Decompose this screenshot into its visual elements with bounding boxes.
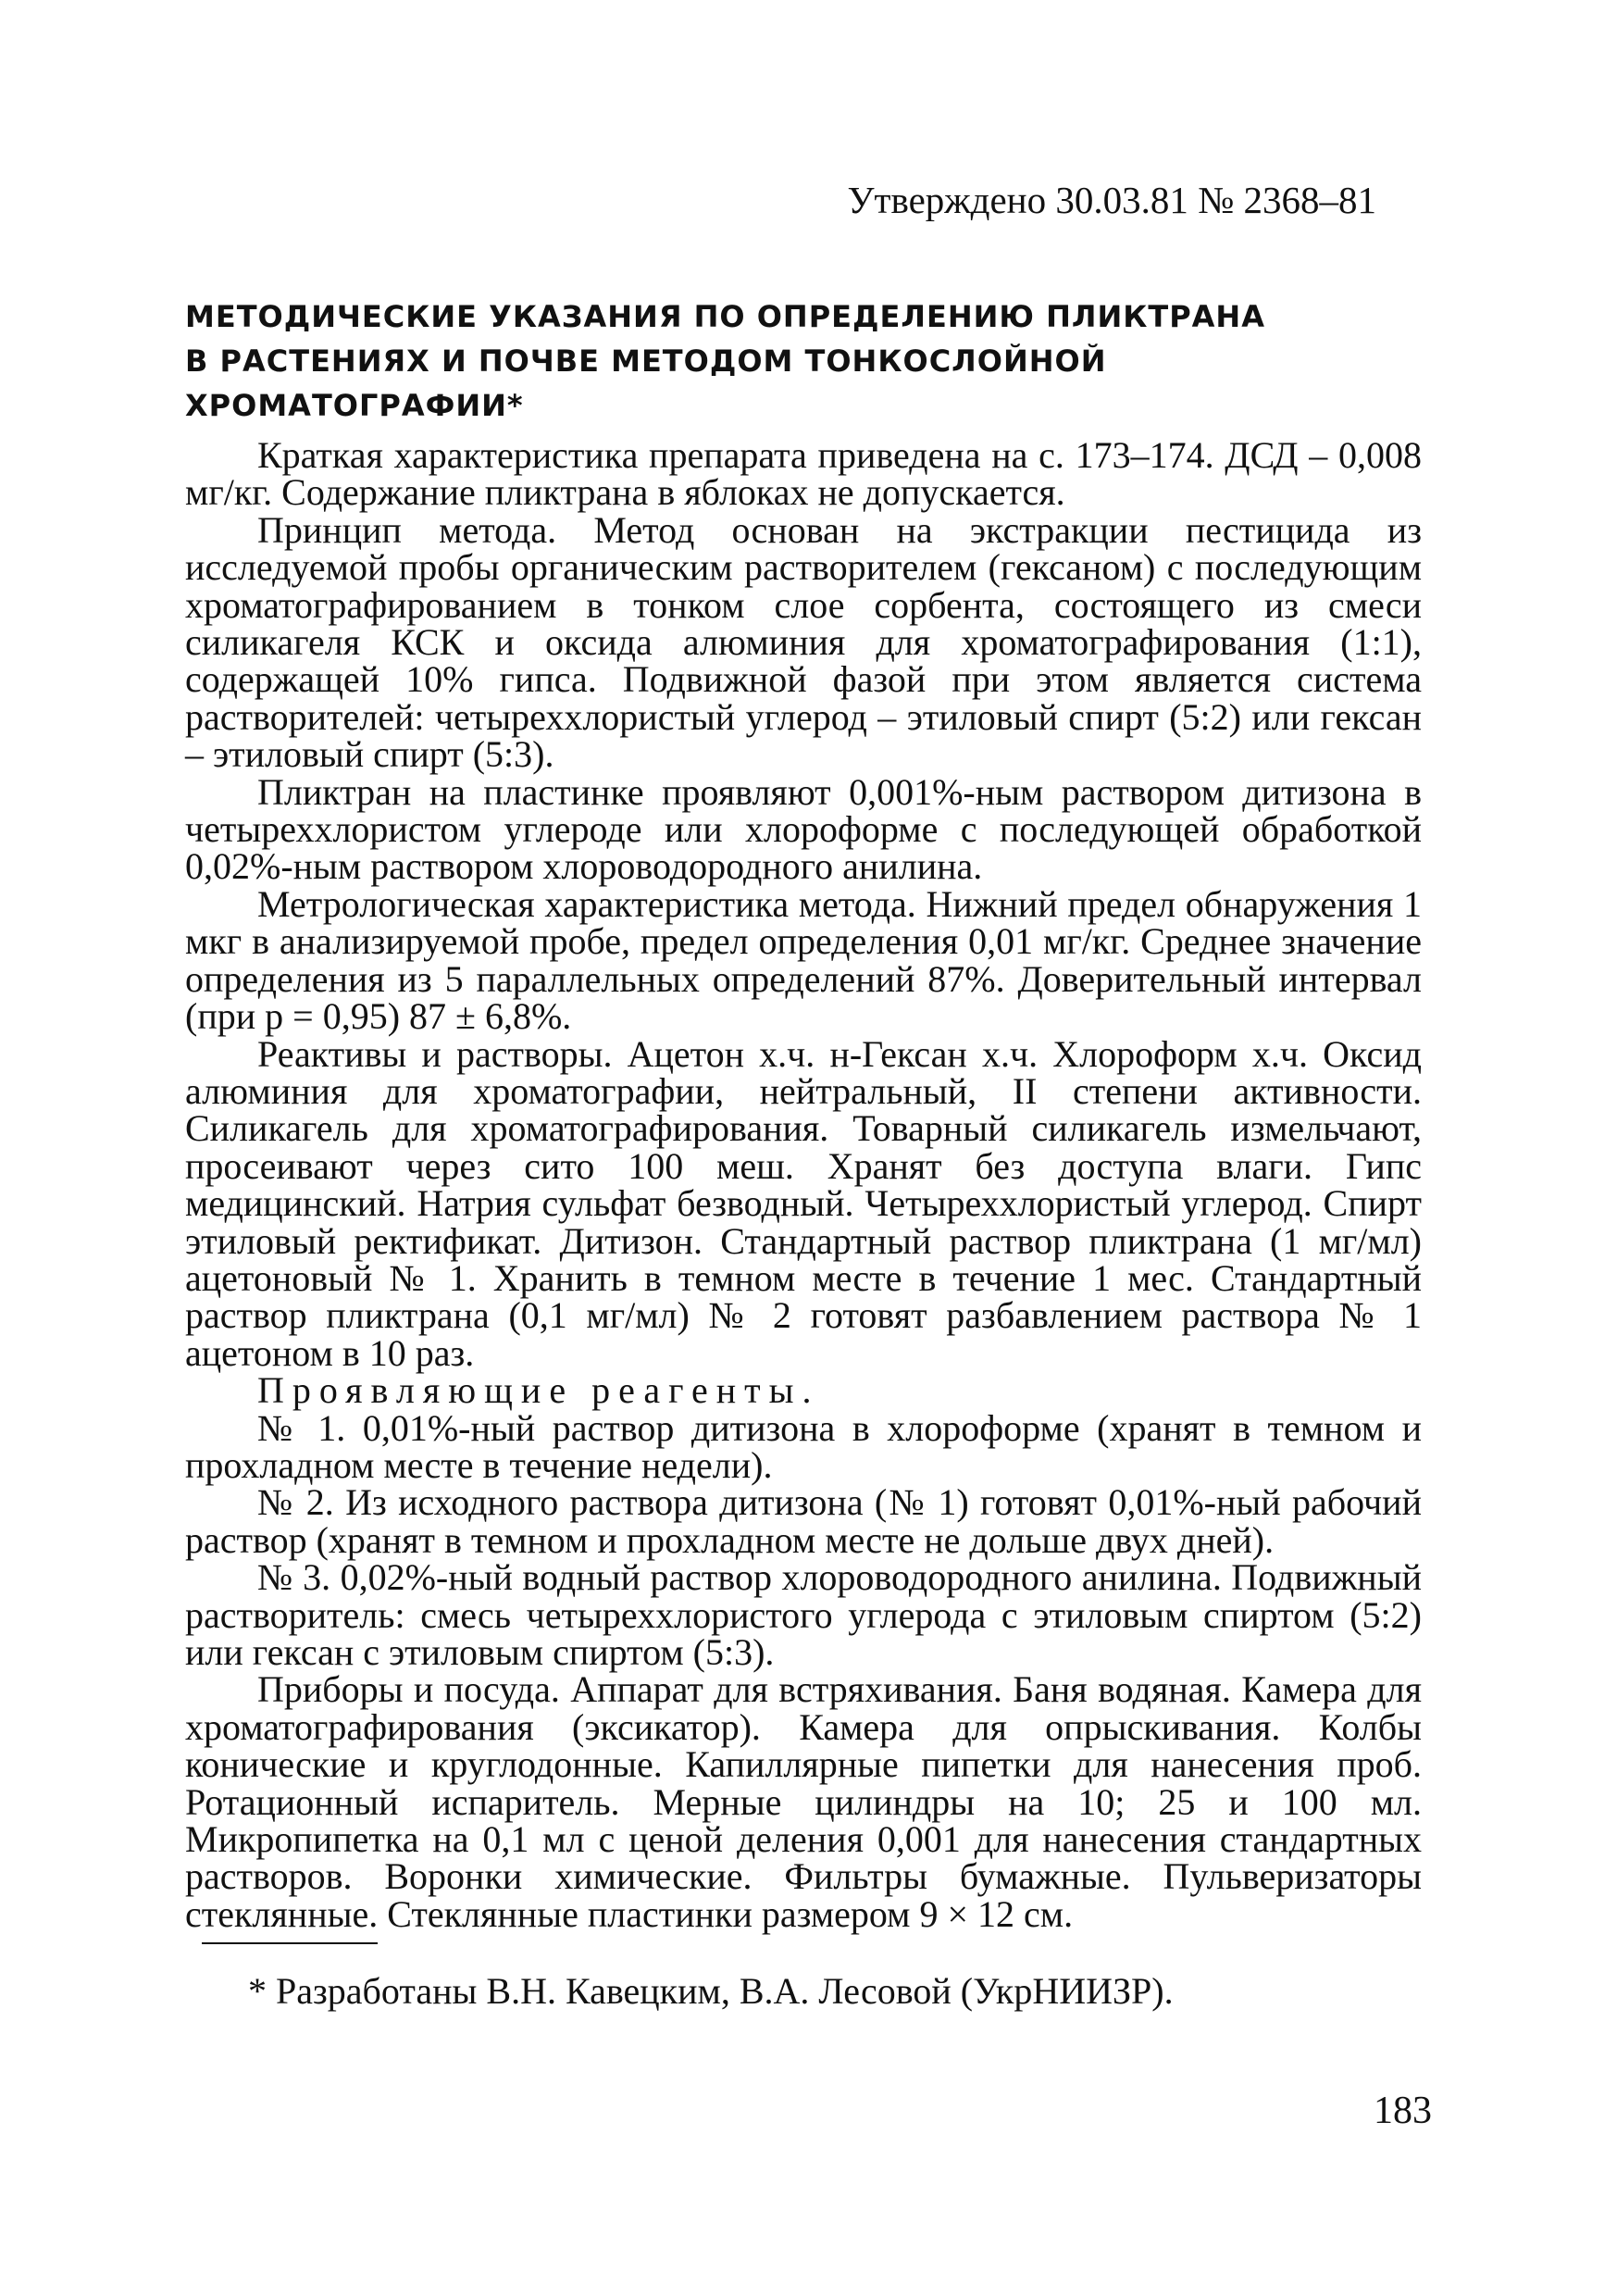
page-number: 183 <box>1374 2090 1432 2132</box>
title-line-3: ХРОМАТОГРАФИИ* <box>185 388 524 423</box>
footnote: * Разработаны В.Н. Кавецким, В.А. Лесовой (УкрНИИЗР). <box>248 1970 1174 2012</box>
title-line-1: МЕТОДИЧЕСКИЕ УКАЗАНИЯ ПО ОПРЕДЕЛЕНИЮ ПЛИКТРАНА <box>185 299 1265 334</box>
paragraph-method-principle: Принцип метода. Метод основан на экстракции пестицида из исследуемой пробы органическим растворителем (гексаном) с последующим хроматографированием в тонком слое сорбента, состоящего из смеси силикагеля КСК и оксида алюминия для хроматографирования (1:1), содержащей 10% гипса. Подвижной фазой при этом является система растворителей: четыреххлористый углерод – этиловый спирт (5:2) или гексан – этиловый спирт (5:3). <box>185 508 1422 776</box>
paragraph-detection: Пликтран на пластинке проявляют 0,001%-ным раствором дитизона в четыреххлористом углероде или хлороформе с последующей обработкой 0,02%-ным раствором хлороводородного анилина. <box>185 770 1422 888</box>
paragraph-equipment: Приборы и посуда. Аппарат для встряхивания. Баня водяная. Камера для хроматографирования (эксикатор). Камера для опрыскивания. Колбы конические и круглодонные. Капиллярные пипетки для нанесения проб. Ротационный испаритель. Мерные цилиндры на 10; 25 и 100 мл. Микропипетка на 0,1 мл с ценой деления 0,001 для нанесения стандартных растворов. Воронки химические. Фильтры бумажные. Пульверизаторы стеклянные. Стеклянные пластинки размером 9 × 12 см. <box>185 1668 1422 1935</box>
paragraph-reagents: Реактивы и растворы. Ацетон х.ч. н-Гексан х.ч. Хлороформ х.ч. Оксид алюминия для хроматографии, нейтральный, II степени активности. Силикагель для хроматографирования. Товарный силикагель измельчают, просеивают через сито 100 меш. Хранят без доступа влаги. Гипс медицинский. Натрия сульфат безводный. Четыреххлористый углерод. Спирт этиловый ректификат. Дитизон. Стандартный раствор пликтрана (1 мг/мл) ацетоновый № 1. Хранить в темном месте в течение 1 мес. Стандартный раствор пликтрана (0,1 мг/мл) № 2 готовят разбавлением раствора № 1 ацетоном в 10 раз. <box>185 1032 1422 1374</box>
paragraph-metrology: Метрологическая характеристика метода. Нижний предел обнаружения 1 мкг в анализируемой пробе, предел определения 0,01 мг/кг. Среднее значение определения из 5 параллельных определений 87%. Доверительный интервал (при p = 0,95) 87 ± 6,8%. <box>185 882 1422 1038</box>
paragraph-reagent-2: № 2. Из исходного раствора дитизона (№ 1) готовят 0,01%-ный рабочий раствор (хранят в темном и прохладном месте не дольше двух дней). <box>185 1481 1422 1561</box>
paragraph-reagent-3: № 3. 0,02%-ный водный раствор хлороводородного анилина. Подвижный растворитель: смесь четыреххлористого углерода с этиловым спиртом (5:2) или гексан с этиловым спиртом (5:3). <box>185 1556 1422 1673</box>
title-line-2: В РАСТЕНИЯХ И ПОЧВЕ МЕТОДОМ ТОНКОСЛОЙНОЙ <box>185 343 1107 379</box>
paragraph-summary: Краткая характеристика препарата приведена на с. 173–174. ДСД – 0,008 мг/кг. Содержание пликтрана в яблоках не допускается. <box>185 434 1422 514</box>
paragraph-reagent-1: № 1. 0,01%-ный раствор дитизона в хлороформе (хранят в темном и прохладном месте в течение недели). <box>185 1406 1422 1486</box>
paragraph-developing-reagents-heading: Проявляющие реагенты. <box>257 1369 820 1412</box>
document-title <box>185 294 1388 428</box>
approval-line: Утверждено 30.03.81 № 2368–81 <box>847 179 1376 221</box>
document-body <box>185 434 1422 1935</box>
footnote-rule <box>202 1942 378 1944</box>
